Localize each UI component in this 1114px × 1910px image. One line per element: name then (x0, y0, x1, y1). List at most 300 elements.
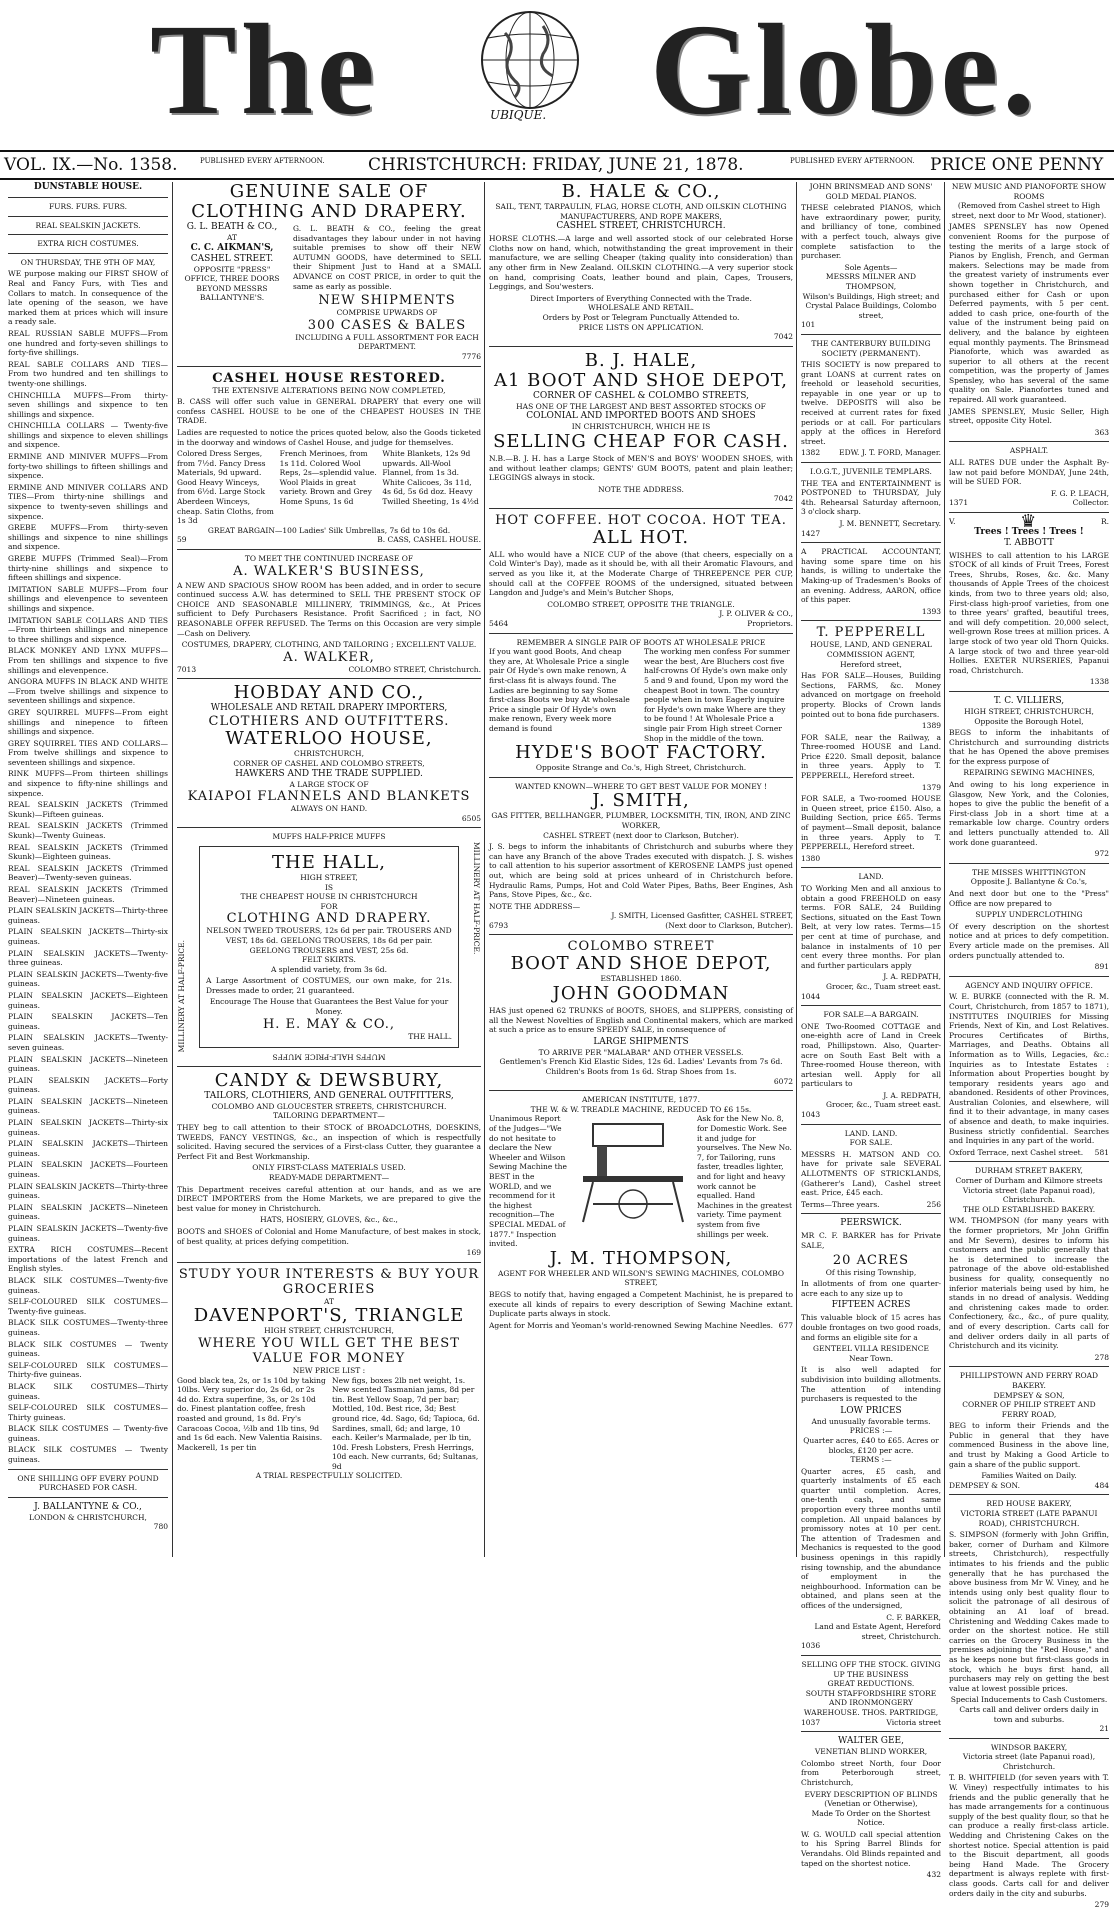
barker-text: MR C. F. BARKER has for Private SALE, (801, 1231, 941, 1250)
red-house-address: VICTORIA STREET (LATE PAPANUI ROAD), CHRISTCHURCH. (960, 1509, 1098, 1528)
music-heading: NEW MUSIC AND PIANOFORTE SHOW ROOMS (951, 182, 1107, 201)
genuine-sale-heading: GENUINE SALE OF CLOTHING AND DRAPERY. (191, 181, 467, 222)
fur-item: PLAIN SEALSKIN JACKETS—Forty guineas. (8, 1075, 168, 1095)
vr-r: R. (1100, 517, 1109, 526)
fur-item: CHINCHILLA MUFFS—From thirty-seven shillings and sixpence to ten shillings and sixpence. (8, 390, 168, 419)
accountant-number: 1393 (921, 606, 941, 616)
hall-advert (177, 842, 481, 1052)
iogt-heading: I.O.G.T., JUVENILE TEMPLARS. (810, 467, 932, 477)
hobday-number: 6505 (461, 813, 481, 823)
boot-shoe-depot: BOOT AND SHOE DEPOT, (510, 953, 772, 975)
iogt-signature: J. M. BENNETT, Secretary. (839, 519, 941, 528)
fur-item: PLAIN SEALSKIN JACKETS—Nineteen guineas. (8, 1054, 168, 1074)
allotments: In allotments of from one quarter-acre each to any size up to (801, 1279, 941, 1298)
fur-item: RINK MUFFS—From thirteen shillings and sixpence to fifty-nine shillings and sixpence. (8, 769, 168, 798)
arrive-malabar: TO ARRIVE PER "MALABAR" AND OTHER VESSELS. (538, 1047, 744, 1057)
fur-item: BLACK SILK COSTUMES — Twenty guineas. (8, 1339, 168, 1359)
walker-pre: TO MEET THE CONTINUED INCREASE OF (244, 554, 414, 564)
only-first-class: ONLY FIRST-CLASS MATERIALS USED. (252, 1163, 406, 1173)
abbott-text: WISHES to call attention to his LARGE STOCK of all kinds of Fruit Trees, Forest Trees, Shrubs, Roses, &c. &c. Many thousands of Apple Trees of the choicest kinds, from two to three years old; also, First-class high-proof varieties, from one to three years' grafted, beautiful trees, and will defy competition. 20,000 select, well-grown Rose trees at million prices. A large stock of two year old Thorn Quicks. A large stock of two and three year-old Hollies. EXETER NURSERIES, Papanui road, Christchurch. (949, 550, 1109, 675)
fur-item: SELF-COLOURED SILK COSTUMES—Twenty-five guineas. (8, 1297, 168, 1316)
spensley-text: JAMES SPENSLEY has now Opened convenient Rooms for the purpose of testing the merits of a large stock of Pianos by English, French, and German makers. Selections may be made from the greatest variety of instruments ever shown together in Christchurch, and purchased either for Cash or upon Deferred payments, with 5 per cent. added to cash price, one-fourth of the value of the instrument being paid on delivery, and the balance by eighteen equal monthly payments. The Brinsmead Pianoforte, which was awarded as superior to all others at the recent competition, was the property of James Spensley, who has several of the same quality on Sale. Pianofortes tuned and repaired. All work guaranteed. (949, 222, 1109, 405)
spensley-number: 363 (1094, 427, 1109, 437)
venetian: VENETIAN BLIND WORKER, (814, 1747, 928, 1757)
cashel-street: CASHEL STREET. (190, 253, 274, 264)
pepperell-sub: HOUSE, LAND, AND GENERAL COMMISSION AGENT, (810, 640, 932, 659)
fur-item: BLACK SILK COSTUMES—Thirty guineas. (8, 1381, 168, 1401)
hale-heading: B. HALE & CO., (561, 181, 721, 202)
supply-text: Of every description on the shortest notice and at prices to defy competition. Every article made on the premises. All orders punctually attended to. (949, 921, 1109, 960)
for-sale-2: FOR SALE, a Two-roomed HOUSE in Queen street, price £150. Also, a Building Section, price £65. Terms of payment—Small deposit, balance in three years. Apply to T. PEPPERELL, Hereford street. (801, 794, 941, 852)
dunstable-heading: DUNSTABLE HOUSE. (33, 182, 143, 192)
extra-rich: EXTRA RICH COSTUMES. (37, 239, 139, 249)
dempsey: DEMPSEY & SON, (993, 1390, 1065, 1400)
fur-item: REAL SEALSKIN JACKETS (Trimmed Skunk)—Fifteen guineas. (8, 800, 168, 819)
fur-item: PLAIN SEALSKIN JACKETS—Thirteen guineas. (8, 1139, 168, 1158)
large-stock: A LARGE STOCK OF (289, 779, 369, 789)
candy-sub: TAILORS, CLOTHIERS, AND GENERAL OUTFITTERS, (204, 1090, 454, 1101)
hats: HATS, HOSIERY, GLOVES, &c., &c., (260, 1215, 398, 1225)
morris: Agent for Morris and Yeoman's world-renowned Sewing Machine Needles. (489, 1320, 774, 1330)
fur-item: PLAIN SEALSKIN JACKETS—Nineteen guineas. (8, 1202, 168, 1222)
brinsmead-number: 101 (801, 320, 816, 330)
low-prices: LOW PRICES (840, 1405, 902, 1416)
durham-address: Corner of Durham and Kilmore streets Victoria street (late Papanui road), Christchurch. (955, 1176, 1103, 1205)
hyde-address: Opposite Strange and Co.'s, High Street, Christchurch. (535, 763, 747, 773)
cashel-text: B. CASS will offer such value in GENERAL DRAPERY that every one will confess CASHEL HOUSE to be one of the CHEAPEST HOUSES IN THE TRADE. (177, 397, 481, 426)
where-value: WHERE YOU WILL GET THE BEST VALUE FOR MONEY (198, 1335, 460, 1366)
burke-text: W. E. BURKE (connected with the R. M. Court, Christchurch, from 1857 to 1871), INSTITUTES INQUIRIES for Missing Friends, Next of Kin, and Lost Relatives. Procures Certificates of Births, Marriages, and Deaths. Obtains all Information as to Wills, Legacies, &c.: Inquiries as to Intestate Estates : Information about Properties bought by temporary residents years ago and abandoned. Residents of other Provinces, Australian Colonies, and elsewhere, will find it to their advantage, in many cases of absence and death, to make inquiries. Business strictly confidential. Searches and Inquiries in any part of the world. (949, 992, 1109, 1146)
large-shipments: LARGE SHIPMENTS (593, 1036, 689, 1047)
place-date: CHRISTCHURCH: FRIDAY, JUNE 21, 1878. (368, 155, 744, 175)
villiers-address: HIGH STREET, CHRISTCHURCH, (964, 706, 1094, 716)
poem-right: The working men confess For summer wear the best, Are Bluchers cost five half-crowns Of Hyde's own make only 5 and 9 and found, Upon my word the cheapest Boot in town. The country people when in town Eagerly inquire for Hyde's own make Where are they to be found ! At Wholesale Price a single pair From High street Corner Shop in the middle of the town. (644, 647, 790, 743)
hall-felt-sub: A splendid variety, from 3s 6d. (271, 964, 387, 974)
trial: A TRIAL RESPECTFULLY SOLICITED. (255, 1471, 403, 1481)
beath-advert (177, 222, 481, 362)
hall-signature: THE HALL. (408, 1031, 452, 1041)
fur-item: BLACK SILK COSTUMES—Twenty-three guineas. (8, 1318, 168, 1337)
treadle: THE W. & W. TREADLE MACHINE, REDUCED TO £6 15s. (530, 1104, 752, 1114)
price: PRICE ONE PENNY (930, 155, 1104, 175)
always-on-hand: ALWAYS ON HAND. (290, 804, 368, 814)
fur-item: IMITATION SABLE COLLARS AND TIES—From thirteen shillings and ninepence to three shillings and sixpence. (8, 615, 168, 644)
hyde-poem (489, 647, 793, 743)
terms-heading: TERMS :— (850, 1455, 892, 1465)
tailoring-text: THEY beg to call attention to their STOCK of BROADCLOTHS, DOESKINS, TWEEDS, FANCY VESTINGS, &c., an inspection of which is respectfully solicited. Having secured the services of a First-class Cutter, they guarantee a Perfect Fit and Best Workmanship. (177, 1123, 481, 1161)
waterloo-house: WATERLOO HOUSE, (225, 728, 433, 750)
fur-item: PLAIN SEALSKIN JACKETS—Eighteen guineas. (8, 990, 168, 1010)
thompson-bakery-number: 278 (1094, 1352, 1109, 1362)
bargain-heading: FOR SALE—A BARGAIN. (823, 1010, 919, 1020)
walker-text: A NEW AND SPACIOUS SHOW ROOM has been added, and in order to secure continued success A.W. has determined to SELL THE PRESENT STOCK OF CHOICE AND SEASONABLE MILLINERY, TRIMMINGS, &c., At Prices sufficient to Defy Purchasers Resistance. Profit Sacrificed ; in fact, NO REASONABLE OFFER REFUSED. The Terms on this Occasion are very simple—Cash on Delivery. (177, 580, 481, 638)
thompson-heading: J. M. THOMPSON, (549, 1247, 733, 1269)
clothiers: CLOTHIERS AND OUTFITTERS. (208, 714, 450, 730)
thompson-text: BEGS to notify that, having engaged a Competent Machinist, he is prepared to execute all kinds of repairs to every description of Sewing Machine extant. Duplicate parts always in stock. (489, 1289, 793, 1319)
goodman-number: 6072 (773, 1076, 793, 1086)
prices: Quarter acres, £40 to £65. Acres or blocks, £120 per acre. (803, 1435, 939, 1455)
goodman-text: HAS just opened 62 TRUNKS of BOOTS, SHOES, and SLIPPERS, consisting of all the Newest Novelties of English and Continental makers, which are marked at such a price as to ensure SPEEDY SALE, in consequence of (489, 1006, 793, 1035)
cashel-list-left: Colored Dress Serges, from 7½d. Fancy Dress Materials, 9d upward. Good Heavy Winceys, from 6½d. Large Stock Aberdeen Winceys, cheap. Satin Cloths, from 1s 3d (177, 449, 274, 526)
mach-left: Unanimous Report of the Judges—"We do not hesitate to declare the New Wheeler and Wilson Sewing Machine the BEST in the WORLD, and we recommend for it the highest recognition—The SPECIAL MEDAL of 1877." Inspection invited. (489, 1114, 567, 1249)
fur-item: GREBE MUFFS (Trimmed Seal)—From thirty-nine shillings and sixpence to fifteen shillings and sixpence. (8, 554, 168, 583)
fur-items-list (8, 329, 168, 1465)
walker-number: 7013 (177, 664, 197, 674)
bargain-redpath: J. A. REDPATH, (883, 1090, 941, 1100)
oliver-number: 5464 (489, 619, 509, 629)
hall-high: HIGH STREET, (300, 872, 358, 882)
proprietors: Proprietors. (747, 619, 793, 629)
asphalt-signature: F. G. P. LEACH, (1050, 488, 1109, 498)
crest-icon: ♛ (1020, 511, 1037, 532)
the-hall: THE HALL, (272, 851, 386, 873)
fur-item: ERMINE AND MINIVER MUFFS—From forty-two shillings to fifteen shillings and sixpence. (8, 452, 168, 481)
fifteen-text: This valuable block of 15 acres has double frontages on two good roads, and forms an eligible site for a (801, 1313, 941, 1342)
american-institute: AMERICAN INSTITUTE, 1877. (582, 1095, 700, 1105)
cass-signature: B. CASS, CASHEL HOUSE. (377, 535, 481, 545)
hall-is: IS (324, 882, 334, 892)
bj-hale-heading: B. J. HALE, (584, 349, 698, 371)
windsor: WINDSOR BAKERY, (990, 1742, 1068, 1752)
fur-item: CHINCHILLA COLLARS — Twenty-five shillings and sixpence to eleven shillings and sixpence. (8, 421, 168, 450)
asphalt-number: 1371 (949, 498, 969, 508)
bj-has-one: HAS ONE OF THE LARGEST AND BEST ASSORTED STOCKS OF (516, 401, 766, 411)
vr-v: V. (949, 517, 956, 526)
canterbury-number: 1382 (801, 448, 821, 458)
pepperell-address: Hereford street, (840, 659, 902, 669)
for-sale-3: FOR SALE. (849, 1138, 893, 1148)
hall-tweed: NELSON TWEED TROUSERS, 12s 6d per pair. TROUSERS AND VEST, 18s 6d. GEELONG TROUSERS, 18s 6d per pair. GEELONG TROUSERS and VEST, 25s 6d. (206, 926, 452, 955)
hale-sub: SAIL, TENT, TARPAULIN, FLAG, HORSE CLOTH, AND OILSKIN CLOTHING MANUFACTURERS, AND ROPE MAKERS, (495, 202, 787, 221)
great-reductions: GREAT REDUCTIONS. (827, 1679, 915, 1689)
hobday-corner: CORNER OF CASHEL AND COLOMBO STREETS, (233, 758, 425, 768)
beath-at: AT (226, 233, 237, 242)
matson-number: 256 (926, 1199, 941, 1209)
for-sale-2-number: 1380 (801, 853, 821, 863)
smith-signature: J. SMITH, Licensed Gasfitter, CASHEL STREET, (611, 911, 793, 921)
stafford-number: 1037 (801, 1717, 821, 1727)
hale-address: CASHEL STREET, CHRISTCHURCH. (556, 221, 726, 232)
peerswick: PEERSWICK. (840, 1218, 902, 1229)
redpath: J. A. REDPATH, (883, 972, 941, 982)
music-sub: (Removed from Cashel street to High street, next door to Mr Wood, stationer). (951, 201, 1107, 220)
milner: MESSRS MILNER AND THOMPSON, (825, 272, 917, 291)
study-at: AT (323, 1296, 334, 1306)
hobday-sub: WHOLESALE AND RETAIL DRAPERY IMPORTERS, (210, 703, 448, 714)
fur-item: PLAIN SEALSKIN JACKETS—Twenty-seven guineas. (8, 1033, 168, 1052)
gee-heading: WALTER GEE, (838, 1736, 904, 1747)
dateline (0, 150, 1114, 180)
oliver: J. P. OLIVER & CO., (719, 609, 793, 619)
venetian-sub: (Venetian or Otherwise), (824, 1799, 918, 1809)
fur-item: GREY SQUIRREL TIES AND COLLARS—From twelve shillings and sixpence to seventeen shillings and sixpence. (8, 738, 168, 767)
prices-heading: PRICES :— (849, 1426, 893, 1436)
abbott: T. ABBOTT (1004, 537, 1054, 548)
fur-item: PLAIN SEALSKIN JACKETS—Twenty-five guineas. (8, 1224, 168, 1243)
column-2 (172, 182, 481, 1557)
gee-address: Colombo street North, four Door from Peterborough street, Christchurch, (801, 1758, 941, 1787)
whittington-number: 891 (1094, 962, 1109, 972)
fur-item: PLAIN SEALSKIN JACKETS—Thirty-three guineas. (8, 1181, 168, 1201)
supply: SUPPLY UNDERCLOTHING (975, 910, 1083, 920)
new-shipments: NEW SHIPMENTS (318, 293, 456, 309)
hale-price-lists: PRICE LISTS ON APPLICATION. (578, 322, 704, 332)
fur-item: GREBE MUFFS—From thirty-seven shillings and sixpence to nine shillings and sixpence. (8, 523, 168, 552)
canterbury-heading: THE CANTERBURY BUILDING SOCIETY (PERMANENT). (811, 338, 931, 358)
masthead-title-left: The (150, 0, 379, 142)
sole-agents: Sole Agents— (844, 262, 898, 272)
wanted-known: WANTED KNOWN—WHERE TO GET BEST VALUE FOR MONEY ! (514, 781, 768, 791)
asphalt-heading: ASPHALT. (1009, 446, 1049, 456)
burke-number: 581 (1094, 1147, 1109, 1157)
twenty-acres: 20 ACRES (832, 1252, 910, 1268)
column-1 (8, 182, 168, 1557)
goodman-list: Gentlemen's French Kid Elastic Sides, 12s 6d. Ladies' Levants from 7s 6d. Children's Boots from 1s 6d. Strap Shoes from 1s. (499, 1057, 783, 1077)
hall-for: FOR (320, 901, 338, 911)
fur-item: BLACK SILK COSTUMES—Twenty-five guineas. (8, 1275, 168, 1295)
beath-name: G. L. BEATH & CO., (186, 222, 278, 232)
wg-text: W. G. WOULD call special attention to his Spring Barrel Blinds for Verandahs. Old Blinds repainted and taped on the shortest notice. (801, 1829, 941, 1868)
beath-opposite: OPPOSITE "PRESS" OFFICE, THREE DOORS BEYOND MESSRS BALLANTYNE'S. (184, 264, 280, 303)
repairing: REPAIRING SEWING MACHINES, (963, 768, 1095, 778)
township: Of this rising Township, (825, 1267, 917, 1277)
unusual-terms: And unusually favorable terms. (811, 1416, 931, 1426)
smith-address: CASHEL STREET (next door to Clarkson, Butcher). (543, 830, 739, 840)
goodman: JOHN GOODMAN (552, 983, 730, 1005)
walker-costumes: COSTUMES, DRAPERY, CLOTHING, AND TAILORING ; EXCELLENT VALUE. (181, 640, 477, 650)
thompson-bakery: WM. THOMPSON (for many years with the former proprietors, Mr John Griffin and Mr Severn), desires to inform his customers and the public generally that he is determined to increase the patronage of the above old-established business for quality, consequently no inferior materials being used by him, he stands in no dread of analysis. Wedding and christening cakes made to order. Confectionery, &c., &c., of pure quality, and of every description. Carts call for and deliver orders daily in all parts of Christchurch and its vicinity. (949, 1216, 1109, 1351)
hall-encourage: Encourage The House that Guarantees the Best Value for your Money. (209, 997, 449, 1017)
bj-number: 7042 (773, 494, 793, 504)
price-list-left: Good black tea, 2s, or 1s 10d by taking 10lbs. Very superior do, 2s 6d, or 2s 4d do. Extra superfine, 3s, or 2s 10d do. Finest plantation coffee, fresh roasted and ground, 1s 8d. Fry's Caracoas Cocoa, ½lb and 1lb tins, 9d and 1s 6d each. New Valentia Raisins. Mackerell, 1s per tin (177, 1375, 326, 1452)
muffs-half-price: MUFFS HALF-PRICE MUFFS (272, 832, 386, 842)
simpson-text: S. SIMPSON (formerly with John Griffin, baker, corner of Durham and Kilmore streets, Christchurch), respectfully intimates to his friends and the public generally that he has purchased the above business from Mr W. Viney, and he intends using only best quality flour to solicit the patronage of all desirous of obtaining an A1 loaf of bread. Christening and Wedding Cakes made to order on the shortest notice. He still carries on the Grocery Business in the premises adjoining the "Red House," and as he keeps none but first-class goods in stock, which he buys first hand, all purchasers may rely on getting the best value at lowest possible prices. (949, 1530, 1109, 1693)
hall-felt: FELT SKIRTS. (302, 955, 356, 965)
cashel-price-list (177, 449, 481, 526)
dempsey-text: BEG to inform their Friends and the Public in general that they have commenced Business in the above line, and trust by Making a Good Article to gain a share of the public support. (949, 1421, 1109, 1469)
hall-costumes: A Large Assortment of COSTUMES, our own make, for 21s. Dresses made to order, 21 guaranteed. (206, 976, 452, 995)
pepperell-text: Has FOR SALE—Houses, Building Sections, FARMS, &c. Money advanced on mortgage on freehold property. Blocks of Crown lands pointed out to bona fide purchasers. (801, 671, 941, 719)
fur-item: BLACK SILK COSTUMES — Twenty-five guineas. (8, 1424, 168, 1443)
genteel-villa: GENTEEL VILLA RESIDENCE (813, 1344, 929, 1354)
masthead-title-right: Globe. (650, 0, 1039, 142)
made-to-order: Made To Order on the Shortest Notice. (811, 1808, 931, 1828)
fur-item: GREY SQUIRREL MUFFS—From eight shillings and ninepence to fifteen shillings and sixpence. (8, 707, 168, 737)
boots-text: BOOTS and SHOES of Colonial and Home Manufacture, of best makes in stock, of best quality, at prices defying competition. (177, 1226, 481, 1246)
tailoring-heading: TAILORING DEPARTMENT— (273, 1111, 385, 1121)
cases-bales: 300 CASES & BALES (307, 317, 467, 333)
land-heading: LAND. (858, 872, 884, 882)
walker-address: COLOMBO STREET, Christchurch. (348, 664, 481, 674)
milner-address: Wilson's Buildings, High street; and Crystal Palace Buildings, Colombo street, (802, 291, 940, 320)
dempsey-address: CORNER OF PHILIP STREET AND FERRY ROAD, (962, 1400, 1096, 1419)
price-list-right: New figs, boxes 2lb net weight, 1s. New scented Tasmanian jams, 8d per tin. Best Yellow Soap, 7d per bar; Mottled, 10d. Best rice, 3d; Best ground rice, 4d. Sago, 6d; Tapioca, 6d. Sardines, small, 6d; and large, 10 each. Keiler's Marmalade, per lb tin, 10d. Fresh Lobsters, Fresh Herrings, 10d each. New currants, 6d; Sultanas, 9d (332, 1375, 480, 1471)
furs: FURS. FURS. FURS. (48, 202, 128, 211)
ballantyne-firm: J. BALLANTYNE & CO., (34, 1501, 142, 1512)
fur-item: EXTRA RICH COSTUMES—Recent importations of the latest French and English styles. (8, 1245, 168, 1274)
all-hot: ALL HOT. (592, 526, 690, 548)
aikman: C. C. AIKMAN'S, (190, 242, 274, 253)
real-sealskin: REAL SEALSKIN JACKETS. (35, 220, 141, 230)
hot-text: ALL who would have a NICE CUP of the above (that cheers, especially on a Cold Winter's Day), made as it should be, with all their Aromatic Flavours, and served as you like it, at the Moderate Charge of THREEPENCE PER CUP, should call at the COFFEE ROOMS of the undersigned, situated between Langdon and Judge's and Mein's Butcher Shops, (489, 549, 793, 598)
barker-signature: C. F. BARKER, (886, 1612, 941, 1622)
candy-heading: CANDY & DEWSBURY, (214, 1069, 444, 1091)
cash-discount: ONE SHILLING OFF EVERY POUND PURCHASED FOR CASH. (17, 1473, 159, 1493)
fur-item: REAL SEALSKIN JACKETS (Trimmed Beaver)—Nineteen guineas. (8, 885, 168, 904)
families: Families Waited on Daily. (981, 1471, 1077, 1481)
whittington-text: And next door but one to the "Press" Office are now prepared to (949, 889, 1109, 908)
walker-heading: A. WALKER'S BUSINESS, (233, 563, 425, 579)
a1-boot-depot: A1 BOOT AND SHOE DEPOT, (493, 369, 789, 391)
fur-item: REAL SEALSKIN JACKETS (Trimmed Beaver)—Twenty-seven guineas. (8, 863, 168, 883)
fur-item: ERMINE AND MINIVER COLLARS AND TIES—From thirty-nine shillings and sixpence to twenty-seven shillings and sixpence. (8, 482, 168, 521)
published-left: PUBLISHED EVERY AFTERNOON. (200, 157, 325, 165)
near-town: Near Town. (848, 1353, 893, 1363)
smith-next: (Next door to Clarkson, Butcher). (665, 920, 793, 930)
cashel-ladies: Ladies are requested to notice the prices quoted below, also the Goods ticketed in the doorway and windows of Cashel House, and judge for themselves. (177, 427, 481, 447)
comprise: COMPRISE UPWARDS OF (336, 308, 438, 318)
davenport-price-list (177, 1376, 481, 1472)
whitfield-text: T. B. WHITFIELD (for seven years with T. W. Viney) respectfully intimates to his friends and the public generally that he has made arrangements for a continuous supply of the best quality flour, so that he can produce a really first-class article. Wedding and Christening Cakes on the shortest notice. Special attention is paid to the Biscuit department, all goods being Hand Made. The Grocery department is always replete with first-class goods. Carts call for and deliver orders daily in the city and suburbs. (949, 1773, 1109, 1898)
iogt-text: THE TEA and ENTERTAINMENT is POSTPONED to THURSDAY, July 4th. Rehearsal Saturday afternoon, 3 o'clock sharp. (801, 478, 941, 517)
hall-clothing: CLOTHING AND DRAPERY. (226, 911, 432, 927)
fifteen-acres: FIFTEEN ACRES (831, 1300, 911, 1311)
volume-number: VOL. IX.—No. 1358. (4, 155, 178, 175)
poem-left: If you want good Boots, And cheap they are, At Wholesale Price a single pair Of Hyde's own make renown, A first-class fit is always found. The Ladies are beginning to say Some first-class Boots we buy At wholesale Price a single pair Of Hyde's own make renown, Every week more demand is found (489, 647, 630, 733)
candy-address: COLOMBO AND GLOUCESTER STREETS, CHRISTCHURCH. (211, 1101, 447, 1111)
selling-cheap: SELLING CHEAP FOR CASH. (493, 430, 789, 452)
fur-item: PLAIN SEALSKIN JACKETS—Ten guineas. (8, 1012, 168, 1031)
whitfield-number: 279 (1094, 1900, 1109, 1910)
intro-text: WE purpose making our FIRST SHOW of Real and Fancy Furs, with Ties and Collars to match. In consequence of the late opening of the season, we have marked them at prices which will insure a ready sale. (8, 269, 168, 327)
hale-direct: Direct Importers of Everything Connected with the Trade. (530, 293, 752, 303)
may-signature: H. E. MAY & CO., (262, 1016, 396, 1032)
for-sale-1: FOR SALE, near the Railway, a Three-roomed HOUSE and Land. Price £220. Small deposit, balance in three years. Apply to T. PEPPERELL, Hereford street. (801, 732, 941, 781)
fur-item: PLAIN SEALSKIN JACKETS—Nineteen guineas. (8, 1096, 168, 1116)
ballantyne-address: LONDON & CHRISTCHURCH, (29, 1512, 147, 1522)
thompson-sub: AGENT FOR WHEELER AND WILSON'S SEWING MACHINES, COLOMBO STREET, (497, 1268, 785, 1288)
stafford: SOUTH STAFFORDSHIRE STORE AND IRONMONGERY WAREHOUSE. THOS. PARTRIDGE, (803, 1688, 939, 1717)
iogt-number: 1427 (801, 528, 821, 538)
asphalt-text: ALL RATES DUE under the Asphalt By-law not paid before MONDAY, June 24th, will be SUED FOR. (949, 458, 1109, 487)
masthead (0, 0, 1114, 140)
fur-item: PLAIN SEALSKIN JACKETS—Thirty-six guineas. (8, 1118, 168, 1137)
walker-signature: A. WALKER, (283, 649, 375, 665)
canterbury-signature: EDW. J. T. FORD, Manager. (839, 448, 941, 458)
fur-item: PLAIN SEALSKIN JACKETS—Twenty-five guineas. (8, 969, 168, 989)
cashel-list-right: White Blankets, 12s 9d upwards. All-Wool Flannel, from 1s 3d. White Calicoes, 3s 11d, 4s 6d, 5s 6d doz. Heavy Twilled Sheeting, 1s 4½d (382, 449, 479, 507)
bj-note: NOTE THE ADDRESS. (598, 484, 684, 494)
smith-number: 6793 (489, 920, 509, 930)
column-5 (944, 182, 1109, 1910)
cashel-list-mid: French Merinoes, from 1s 11d. Colored Wool Reps, 2s—splendid value. Wool Plaids in great variety. Brown and Grey Home Spuns, 1s 6d (279, 449, 377, 507)
fur-item: BLACK SILK COSTUMES — Twenty guineas. (8, 1445, 168, 1465)
thompson-number: 677 (778, 1320, 793, 1330)
published-right: PUBLISHED EVERY AFTERNOON. (790, 157, 915, 165)
fur-item: IMITATION SABLE MUFFS—From four shillings and elevenpence to seventeen shillings and sixpence. (8, 584, 168, 613)
bj-which: IN CHRISTCHURCH, WHICH HE IS (571, 422, 711, 432)
candy-number: 169 (466, 1248, 481, 1258)
red-house: RED HOUSE BAKERY, (986, 1499, 1072, 1509)
fur-item: REAL RUSSIAN SABLE MUFFS—From one hundred and forty-seven shillings to forty-five shillings. (8, 328, 168, 358)
fur-item: REAL SABLE COLLARS AND TIES—From two hundred and ten shillings to twenty-one shillings. (8, 359, 168, 388)
column-3 (484, 182, 793, 1557)
davenport-heading: DAVENPORT'S, TRIANGLE (193, 1305, 465, 1327)
hawkers: HAWKERS AND THE TRADE SUPPLIED. (235, 768, 423, 779)
fur-item: PLAIN SEALSKIN JACKETS—Twenty-three guineas. (8, 948, 168, 968)
adapted: It is also well adapted for subdivision into building allotments. The attention of intending purchasers is requested to the (801, 1365, 941, 1404)
hyde-factory: HYDE'S BOOT FACTORY. (515, 742, 767, 764)
bj-corner: CORNER OF CASHEL & COLOMBO STREETS, (533, 390, 749, 401)
matson-text: MESSRS H. MATSON AND CO. have for private sale SEVERAL ALLOTMENTS OF STRICKLANDS, (Gatherer's Land), Cashel street east. Price, £45 each. (801, 1149, 941, 1198)
burke-address: Oxford Terrace, next Cashel street. (949, 1147, 1084, 1157)
abbott-number: 1338 (1089, 677, 1109, 687)
dempsey-number: 484 (1094, 1480, 1109, 1490)
smith-sub: GAS FITTER, BELLHANGER, PLUMBER, LOCKSMITH, TIN, IRON, AND ZINC WORKER, (491, 811, 791, 830)
accountant: A PRACTICAL ACCOUNTANT, having some spare time on his hands, is willing to undertake the Making-up of Tradesmen's Books of an evening. Address, AARON, office of this paper. (801, 547, 941, 605)
including: INCLUDING A FULL ASSORTMENT FOR EACH DEPARTMENT. (295, 332, 479, 352)
bargain-number: 1043 (801, 1110, 821, 1120)
hall-cheapest: THE CHEAPEST HOUSE IN CHRISTCHURCH (240, 892, 418, 902)
fur-item: ANGORA MUFFS IN BLACK AND WHITE—From twelve shillings and sixpence to seventeen shillings and sixpence. (8, 677, 168, 706)
fur-item: SELF-COLOURED SILK COSTUMES—Thirty-five guineas. (8, 1360, 168, 1380)
hale-number: 7042 (773, 332, 793, 342)
smith-heading: J. SMITH, (592, 790, 690, 812)
muffs-inverted: MUFFS HALF-PRICE MUFFS (272, 1052, 386, 1062)
brinsmead-text: THESE celebrated PIANOS, which have extraordinary power, purity, and brilliancy of tone, combined with a perfect touch, always give complete satisfaction to the purchaser. (801, 203, 941, 261)
ballantyne-number: 780 (153, 1522, 168, 1532)
old-bakery: THE OLD ESTABLISHED BAKERY. (962, 1204, 1096, 1214)
fur-item: PLAIN SEALSKIN JACKETS—Thirty-three guineas. (8, 906, 168, 925)
matson-terms: Terms—Three years. (801, 1199, 880, 1209)
hale-wholesale: WHOLESALE AND RETAIL. (587, 303, 695, 313)
carts: Carts call and deliver orders daily in town and suburbs. (959, 1704, 1099, 1724)
established: ESTABLISHED 1860. (600, 974, 682, 984)
column-4 (796, 182, 941, 1880)
collector: Collector. (1072, 498, 1109, 508)
brinsmead-heading: JOHN BRINSMEAD AND SONS' GOLD MEDAL PIANOS. (809, 182, 933, 201)
every-blinds: EVERY DESCRIPTION OF BLINDS (804, 1789, 938, 1799)
hale-text: HORSE CLOTHS.—A large and well assorted stock of our celebrated Horse Cloths now on hand, which, notwithstanding the great improvement in their manufacture, we are selling Cheaper (taking quality into consideration) than any other firm in New Zealand. OILSKIN CLOTHING.—A very superior stock on hand, comprising Coats, leather bound and plain, Capes, Trousers, Leggings, and Sou'westers. (489, 234, 793, 292)
for-sale-1-number: 1379 (921, 782, 941, 792)
fur-item: SELF-COLOURED SILK COSTUMES—Thirty guineas. (8, 1403, 168, 1422)
beath-text: G. L. BEATH & CO., feeling the great disadvantages they labour under in not having suitable premises to show off their NEW AUTUMN GOODS, have determined to SELL their Shipment Just to Hand at a SMALL ADVANCE on COST PRICE, in order to quit the same as early as possible. (293, 224, 481, 291)
selling-off: SELLING OFF THE STOCK. GIVING UP THE BUSINESS (801, 1659, 941, 1679)
dempsey-signature: DEMPSEY & SON. (949, 1480, 1020, 1490)
bj-colonial: COLONIAL AND IMPORTED BOOTS AND SHOES (526, 411, 756, 422)
bargain-text: ONE Two-Roomed COTTAGE and one-eighth acre of Land in Creek road, Phillipstown. Also, Quarter-acre on South East Belt with a Three-roomed House thereon, with artesian well. Apply for all particulars to (801, 1021, 941, 1089)
alterations: THE EXTENSIVE ALTERATIONS BEING NOW COMPLETED, (212, 385, 446, 395)
millinery-right: MILLINERY AT HALF-PRICE. (472, 841, 481, 955)
great-bargain: GREAT BARGAIN—100 Ladies' Silk Umbrellas, 7s 6d to 10s 6d. (207, 525, 451, 535)
whittington: THE MISSES WHITTINGTON (972, 867, 1086, 877)
special-inducements: Special Inducements to Cash Customers. (950, 1695, 1108, 1705)
price-list-heading: NEW PRICE LIST : (292, 1365, 366, 1375)
land-land: LAND. LAND. (844, 1128, 898, 1138)
pepperell-number: 1389 (921, 721, 941, 731)
phillipstown: PHILLIPSTOWN AND FERRY ROAD BAKERY. (959, 1371, 1099, 1390)
cashel-number: 59 (177, 535, 187, 545)
villiers-text: BEGS to inform the inhabitants of Christchurch and surrounding districts that he has Opened the above premises for the express purpose of (949, 728, 1109, 766)
ready-heading: READY-MADE DEPARTMENT— (268, 1173, 390, 1182)
simpson-number: 21 (1099, 1724, 1109, 1734)
wg-number: 432 (926, 1870, 941, 1880)
villiers-text2: And owing to his long experience in Glasgow, New York, and the Colonies, hopes to give the public the benefit of a First-class Job in a short time at a remarkable low charge. Country orders and letters punctually attended to. All work done guaranteed. (949, 780, 1109, 847)
villiers-opposite: Opposite the Borough Hotel, (974, 716, 1084, 726)
davenport-address: HIGH STREET, CHRISTCHURCH, (264, 1326, 394, 1336)
smith-text: J. S. begs to inform the inhabitants of Christchurch and suburbs where they can have any Branch of the above Trades executed with dispatch. J. S. wishes to call attention to his superior assortment of KEROSENE LAMPS just opened out, which are being sold at prices unheard of in Christchurch before. Hydraulic Rams, Pumps, Hot and Cold Water Pipes, Baths, Beer Engines, Ash Pans, Stove Pipes, &c., &c. (489, 842, 793, 900)
bargain-redpath-sub: Grocer, &c., Tuam street east. (826, 1100, 941, 1110)
